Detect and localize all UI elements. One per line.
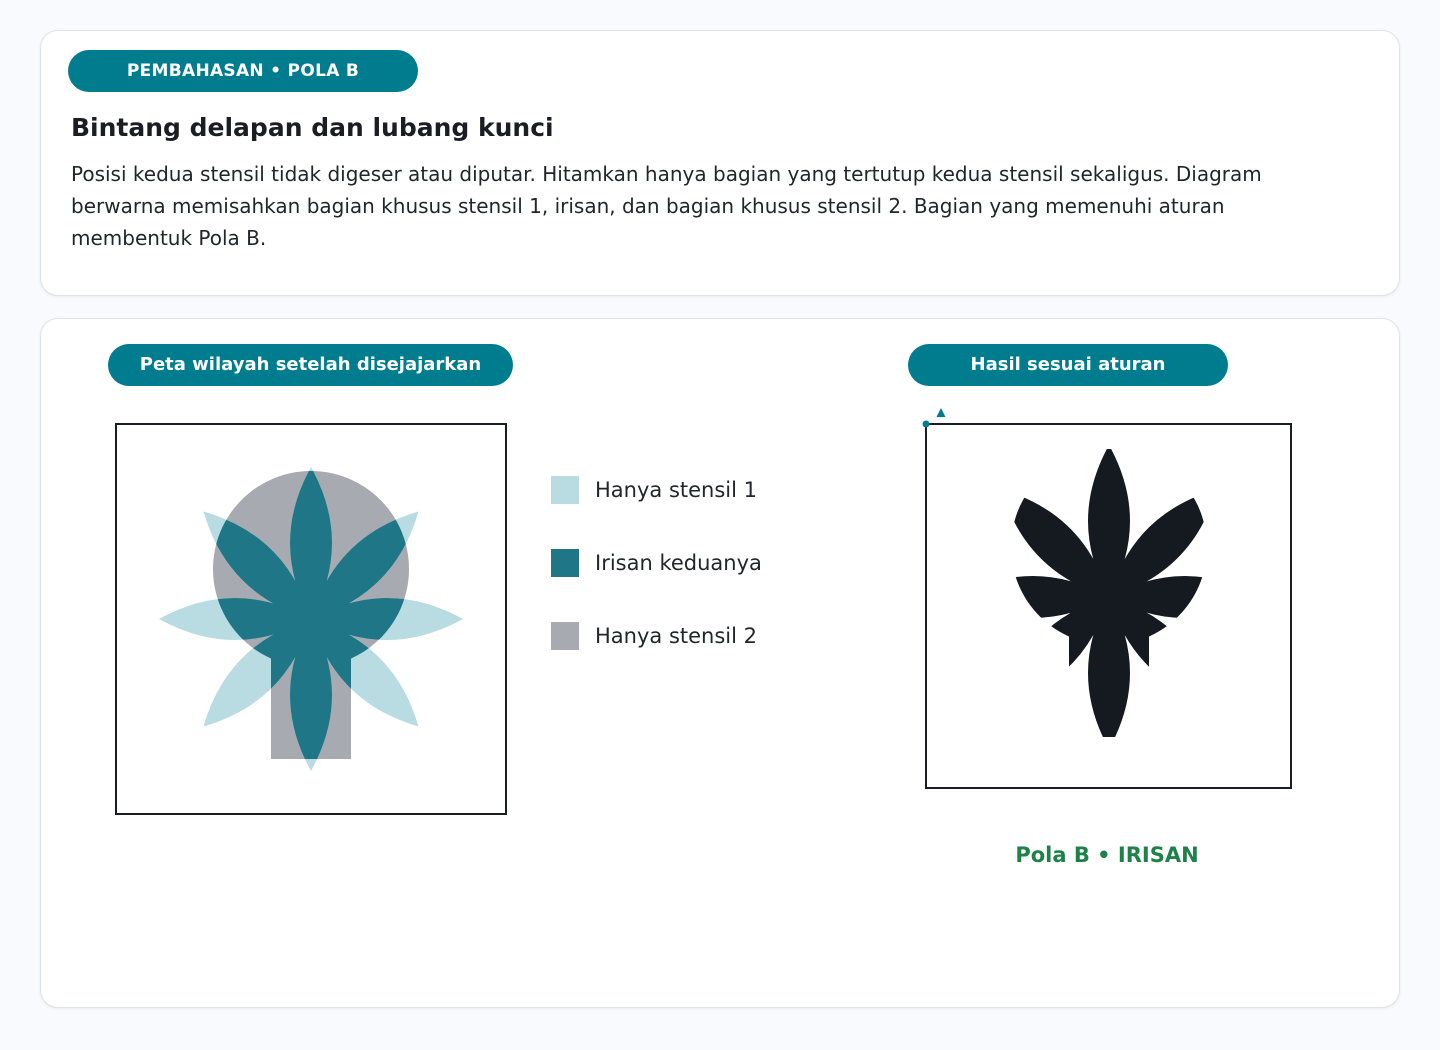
region-map-diagram: [115, 423, 507, 815]
section-badge: PEMBAHASAN • POLA B: [68, 50, 418, 92]
solution-card: [40, 318, 1400, 1008]
legend-label: Hanya stensil 2: [595, 624, 757, 648]
result-pattern-diagram: [919, 405, 1299, 795]
orientation-marker-icon: [937, 408, 946, 417]
origin-marker-dot: [923, 421, 930, 428]
problem-description: Posisi kedua stensil tidak digeser atau diputar. Hitamkan hanya bagian yang tertutup kedua stensil sekaligus. Diagram berwarna memisahkan bagian khusus stensil 1, irisan, dan bagian khusus stensil 2. Bagian yang memenuhi aturan membentuk Pola B.: [71, 162, 1262, 250]
map-panel-label: Peta wilayah setelah disejajarkan: [108, 344, 513, 386]
problem-card: [40, 30, 1400, 296]
result-panel-label: Hasil sesuai aturan: [908, 344, 1228, 386]
legend-swatch-intersection: [551, 549, 579, 577]
legend-swatch-stencil-1: [551, 476, 579, 504]
legend-label: Hanya stensil 1: [595, 478, 757, 502]
result-caption: Pola B • IRISAN: [1015, 843, 1199, 867]
page-title: Bintang delapan dan lubang kunci: [71, 113, 554, 142]
legend-label: Irisan keduanya: [595, 551, 762, 575]
legend-swatch-stencil-2: [551, 622, 579, 650]
